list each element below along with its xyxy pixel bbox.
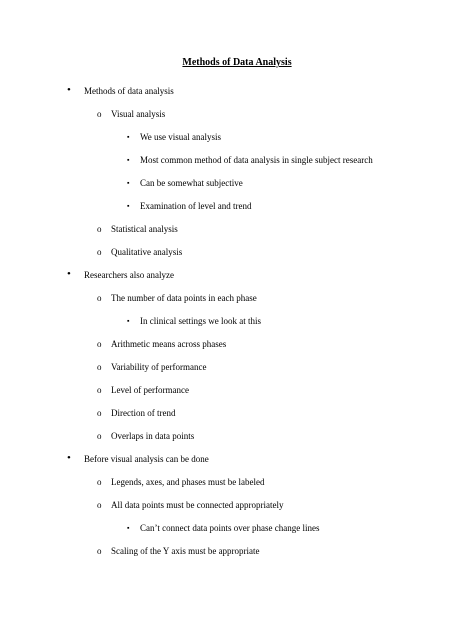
bullet-circle-icon: o [97,431,102,441]
outline-item-text: Legends, axes, and phases must be labeled [111,477,265,487]
bullet-square-icon: ▪ [127,133,130,141]
outline-item-text: Before visual analysis can be done [84,454,209,464]
outline-item-level-2 [0,338,474,350]
bullet-square-icon: ▪ [127,179,130,187]
bullet-circle-icon: o [97,500,102,510]
bullet-circle-icon: o [97,546,102,556]
outline-item-text: Can be somewhat subjective [140,178,243,188]
outline-item-text: Can’t connect data points over phase change lines [140,523,320,533]
outline-item-level-2 [0,407,474,419]
outline-item-level-1 [0,269,474,281]
bullet-square-icon: ▪ [127,202,130,210]
bullet-circle-icon: o [97,224,102,234]
outline-item-level-3 [0,131,474,143]
outline-item-text: Methods of data analysis [84,86,174,96]
outline-item-level-2 [0,223,474,235]
outline-item-level-2 [0,108,474,120]
outline-item-level-2 [0,545,474,557]
bullet-square-icon: ▪ [127,524,130,532]
document-title: Methods of Data Analysis [182,57,292,68]
bullet-circle-icon: o [97,477,102,487]
outline-item-level-3 [0,522,474,534]
bullet-square-icon: ▪ [127,156,130,164]
outline-item-text: Statistical analysis [111,224,178,234]
outline-item-level-1 [0,85,474,97]
bullet-circle-icon: o [97,362,102,372]
bullet-dot-icon: • [67,84,71,96]
outline-item-text: The number of data points in each phase [111,293,257,303]
bullet-circle-icon: o [97,293,102,303]
outline-item-level-3 [0,200,474,212]
bullet-circle-icon: o [97,385,102,395]
outline-item-text: Scaling of the Y axis must be appropriate [111,546,260,556]
outline-item-level-2 [0,476,474,488]
outline-item-level-2 [0,499,474,511]
outline-item-text: All data points must be connected appropriately [111,500,284,510]
outline-item-text: Researchers also analyze [84,270,174,280]
outline-item-level-3 [0,154,474,166]
outline-item-text: We use visual analysis [140,132,222,142]
outline-item-level-2 [0,430,474,442]
bullet-circle-icon: o [97,339,102,349]
bullet-dot-icon: • [67,452,71,464]
outline-item-text: Overlaps in data points [111,431,195,441]
outline-item-level-2 [0,246,474,258]
outline-item-level-3 [0,315,474,327]
outline-item-text: Variability of performance [111,362,207,372]
bullet-circle-icon: o [97,408,102,418]
outline-item-text: Visual analysis [111,109,166,119]
outline-item-level-1 [0,453,474,465]
bullet-circle-icon: o [97,247,102,257]
outline-item-text: Level of performance [111,385,189,395]
outline-item-level-2 [0,384,474,396]
outline-item-level-2 [0,361,474,373]
outline-item-text: Qualitative analysis [111,247,183,257]
outline-item-text: Arithmetic means across phases [111,339,227,349]
outline-item-level-3 [0,177,474,189]
outline-item-text: Direction of trend [111,408,176,418]
outline-item-text: Most common method of data analysis in single subject research [140,155,373,165]
outline-item-text: Examination of level and trend [140,201,252,211]
bullet-circle-icon: o [97,109,102,119]
outline-item-text: In clinical settings we look at this [140,316,261,326]
bullet-dot-icon: • [67,268,71,280]
outline-item-level-2 [0,292,474,304]
bullet-square-icon: ▪ [127,317,130,325]
